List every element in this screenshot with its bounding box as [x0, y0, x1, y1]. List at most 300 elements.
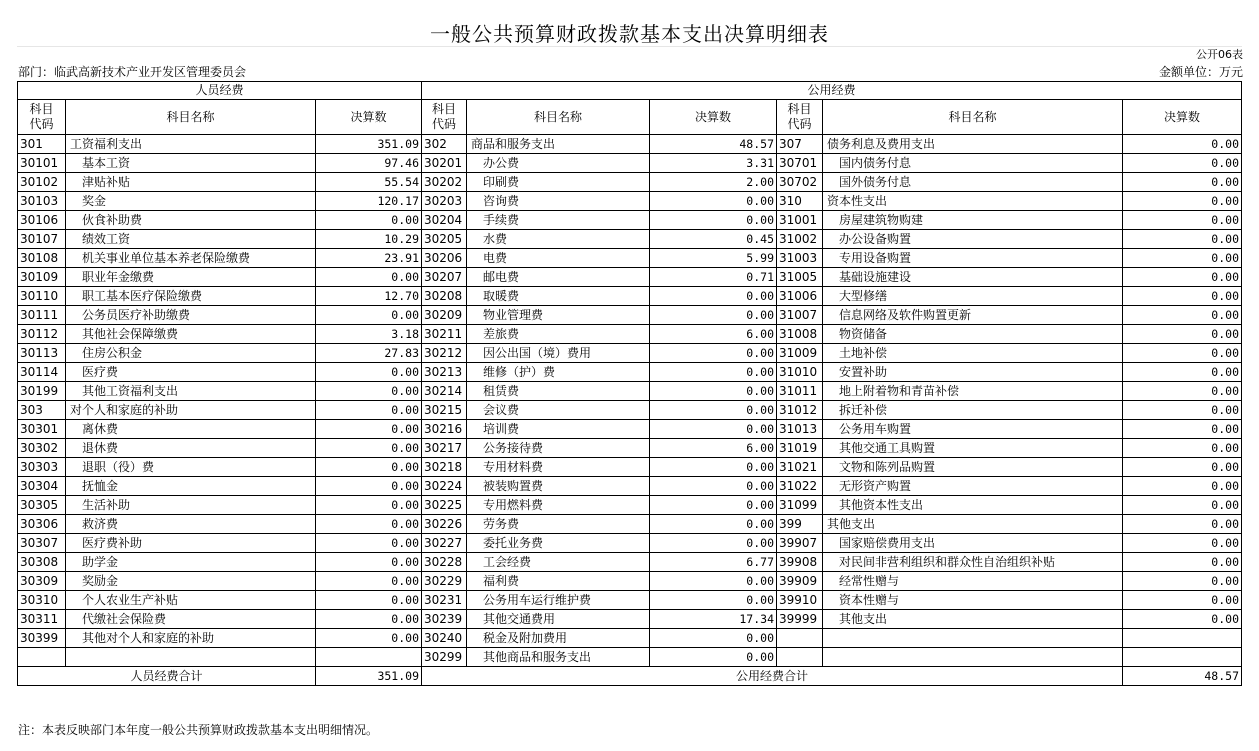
subject-code: 301	[18, 135, 66, 154]
subject-code: 30299	[422, 648, 467, 667]
subject-name: 住房公积金	[66, 344, 316, 363]
subject-code: 399	[777, 515, 823, 534]
subject-code: 30211	[422, 325, 467, 344]
amount-value: 12.70	[316, 287, 422, 306]
subject-code: 30108	[18, 249, 66, 268]
subject-name: 委托业务费	[467, 534, 650, 553]
amount-value: 0.00	[316, 458, 422, 477]
subject-name: 国家赔偿费用支出	[823, 534, 1123, 553]
table-row	[18, 420, 1242, 439]
subject-name: 办公费	[467, 154, 650, 173]
subject-name: 手续费	[467, 211, 650, 230]
subject-name: 其他社会保障缴费	[66, 325, 316, 344]
subject-name: 退休费	[66, 439, 316, 458]
table-row	[18, 534, 1242, 553]
subject-code: 31008	[777, 325, 823, 344]
subject-code: 31022	[777, 477, 823, 496]
amount-value: 0.00	[1123, 553, 1242, 572]
table-row	[18, 382, 1242, 401]
table-row	[18, 230, 1242, 249]
subject-name: 商品和服务支出	[467, 135, 650, 154]
subject-name: 专用燃料费	[467, 496, 650, 515]
subject-name: 奖金	[66, 192, 316, 211]
amount-value: 55.54	[316, 173, 422, 192]
subject-code: 30702	[777, 173, 823, 192]
subject-code: 31007	[777, 306, 823, 325]
amount-value: 0.00	[1123, 249, 1242, 268]
subject-name: 无形资产购置	[823, 477, 1123, 496]
amount-value: 0.45	[650, 230, 777, 249]
amount-value: 0.00	[1123, 230, 1242, 249]
header-amount: 决算数	[1123, 100, 1242, 135]
subject-name: 绩效工资	[66, 230, 316, 249]
subject-code: 30304	[18, 477, 66, 496]
subject-name: 公务员医疗补助缴费	[66, 306, 316, 325]
header-amount: 决算数	[316, 100, 422, 135]
amount-value: 0.00	[650, 363, 777, 382]
subject-name: 对个人和家庭的补助	[66, 401, 316, 420]
amount-value: 0.00	[316, 572, 422, 591]
subject-code: 30209	[422, 306, 467, 325]
amount-value: 0.00	[1123, 344, 1242, 363]
table-row	[18, 249, 1242, 268]
subject-name: 安置补助	[823, 363, 1123, 382]
subject-code: 30309	[18, 572, 66, 591]
subject-name: 因公出国（境）费用	[467, 344, 650, 363]
subject-name: 地上附着物和青苗补偿	[823, 382, 1123, 401]
subject-name: 资本性赠与	[823, 591, 1123, 610]
subject-name: 土地补偿	[823, 344, 1123, 363]
amount-value: 0.00	[1123, 477, 1242, 496]
table-row	[18, 268, 1242, 287]
subject-code: 31009	[777, 344, 823, 363]
expenditure-table	[17, 81, 1242, 686]
header-personnel: 人员经费	[18, 82, 422, 100]
subject-code: 31001	[777, 211, 823, 230]
subject-name: 其他交通工具购置	[823, 439, 1123, 458]
subject-code: 30202	[422, 173, 467, 192]
subject-code: 30207	[422, 268, 467, 287]
subject-code: 30113	[18, 344, 66, 363]
table-row	[18, 610, 1242, 629]
subject-code: 31010	[777, 363, 823, 382]
personnel-total-amount: 351.09	[316, 667, 422, 686]
subject-code: 30239	[422, 610, 467, 629]
amount-value: 23.91	[316, 249, 422, 268]
subject-code: 30206	[422, 249, 467, 268]
amount-value: 351.09	[316, 135, 422, 154]
amount-value: 0.00	[316, 553, 422, 572]
subject-code: 39909	[777, 572, 823, 591]
amount-value: 0.00	[316, 420, 422, 439]
amount-value: 6.00	[650, 439, 777, 458]
subject-name: 物业管理费	[467, 306, 650, 325]
subject-name: 其他商品和服务支出	[467, 648, 650, 667]
amount-value: 3.18	[316, 325, 422, 344]
amount-value: 0.00	[650, 287, 777, 306]
subject-name: 公务接待费	[467, 439, 650, 458]
amount-value: 3.31	[650, 154, 777, 173]
amount-value: 0.00	[316, 363, 422, 382]
subject-name	[823, 648, 1123, 667]
subject-code: 30231	[422, 591, 467, 610]
subject-code: 30208	[422, 287, 467, 306]
amount-value: 0.00	[650, 496, 777, 515]
table-row	[18, 439, 1242, 458]
subject-name: 医疗费补助	[66, 534, 316, 553]
subject-code: 30110	[18, 287, 66, 306]
subject-name	[823, 629, 1123, 648]
amount-value: 0.00	[1123, 192, 1242, 211]
subject-code: 30701	[777, 154, 823, 173]
subject-code: 31005	[777, 268, 823, 287]
header-public: 公用经费	[422, 82, 1242, 100]
amount-value: 0.00	[1123, 515, 1242, 534]
amount-value: 5.99	[650, 249, 777, 268]
subject-name: 经常性赠与	[823, 572, 1123, 591]
amount-value	[316, 648, 422, 667]
subject-name: 伙食补助费	[66, 211, 316, 230]
subject-code: 31013	[777, 420, 823, 439]
subject-name: 津贴补贴	[66, 173, 316, 192]
subject-code: 307	[777, 135, 823, 154]
amount-value: 0.00	[1123, 458, 1242, 477]
amount-value: 0.00	[650, 306, 777, 325]
subject-code: 310	[777, 192, 823, 211]
subject-name: 咨询费	[467, 192, 650, 211]
amount-value: 0.00	[650, 401, 777, 420]
amount-value: 0.00	[1123, 401, 1242, 420]
public-total-label: 公用经费合计	[422, 667, 1123, 686]
table-row	[18, 629, 1242, 648]
subject-name: 职工基本医疗保险缴费	[66, 287, 316, 306]
subject-code: 30111	[18, 306, 66, 325]
amount-value: 0.00	[316, 515, 422, 534]
subject-code: 30114	[18, 363, 66, 382]
header-amount: 决算数	[650, 100, 777, 135]
table-row	[18, 401, 1242, 420]
subject-code: 30227	[422, 534, 467, 553]
form-number: 公开06表	[1196, 48, 1243, 61]
public-total-amount: 48.57	[1123, 667, 1242, 686]
subject-name: 职业年金缴费	[66, 268, 316, 287]
amount-value: 0.00	[316, 496, 422, 515]
report-title: 一般公共预算财政拨款基本支出决算明细表	[430, 22, 829, 46]
amount-value: 0.00	[316, 268, 422, 287]
subject-name: 其他交通费用	[467, 610, 650, 629]
subject-code: 30203	[422, 192, 467, 211]
subject-code: 31021	[777, 458, 823, 477]
subject-name: 物资储备	[823, 325, 1123, 344]
amount-value: 0.00	[650, 344, 777, 363]
subject-name: 专用设备购置	[823, 249, 1123, 268]
subject-name: 差旅费	[467, 325, 650, 344]
subject-code: 31019	[777, 439, 823, 458]
subject-name: 水费	[467, 230, 650, 249]
amount-value: 0.00	[650, 382, 777, 401]
header-name: 科目名称	[467, 100, 650, 135]
header-name: 科目名称	[66, 100, 316, 135]
amount-value: 0.00	[1123, 154, 1242, 173]
subject-code: 30199	[18, 382, 66, 401]
subject-code: 31099	[777, 496, 823, 515]
subject-code: 30216	[422, 420, 467, 439]
subject-name: 邮电费	[467, 268, 650, 287]
subject-code: 30213	[422, 363, 467, 382]
subject-name: 奖励金	[66, 572, 316, 591]
subject-name: 助学金	[66, 553, 316, 572]
subject-name: 工资福利支出	[66, 135, 316, 154]
amount-value: 0.00	[1123, 439, 1242, 458]
amount-value: 0.00	[1123, 306, 1242, 325]
amount-value: 0.00	[1123, 591, 1242, 610]
amount-value: 0.00	[1123, 363, 1242, 382]
subject-code: 31011	[777, 382, 823, 401]
subject-code: 30224	[422, 477, 467, 496]
header-name: 科目名称	[823, 100, 1123, 135]
amount-value: 0.00	[1123, 496, 1242, 515]
amount-value: 17.34	[650, 610, 777, 629]
subject-name: 大型修缮	[823, 287, 1123, 306]
amount-value	[1123, 648, 1242, 667]
amount-value: 0.00	[650, 477, 777, 496]
subject-code: 31003	[777, 249, 823, 268]
unit-label: 金额单位：万元	[1158, 65, 1243, 79]
table-row	[18, 477, 1242, 496]
amount-value: 0.00	[316, 439, 422, 458]
subject-code: 30218	[422, 458, 467, 477]
amount-value: 10.29	[316, 230, 422, 249]
subject-name: 专用材料费	[467, 458, 650, 477]
amount-value: 0.00	[1123, 572, 1242, 591]
subject-name: 救济费	[66, 515, 316, 534]
table-row	[18, 648, 1242, 667]
amount-value: 0.00	[650, 515, 777, 534]
amount-value: 27.83	[316, 344, 422, 363]
subject-name: 维修（护）费	[467, 363, 650, 382]
amount-value: 0.00	[1123, 382, 1242, 401]
subject-name: 工会经费	[467, 553, 650, 572]
subject-name: 电费	[467, 249, 650, 268]
table-row	[18, 496, 1242, 515]
subject-code: 30106	[18, 211, 66, 230]
subject-name: 会议费	[467, 401, 650, 420]
subject-code: 30101	[18, 154, 66, 173]
amount-value: 0.00	[1123, 135, 1242, 154]
amount-value: 0.00	[316, 477, 422, 496]
table-row	[18, 192, 1242, 211]
subject-name: 印刷费	[467, 173, 650, 192]
personnel-total-label: 人员经费合计	[18, 667, 316, 686]
subject-name: 抚恤金	[66, 477, 316, 496]
subject-code: 30301	[18, 420, 66, 439]
amount-value: 0.00	[1123, 268, 1242, 287]
subject-name: 公务用车购置	[823, 420, 1123, 439]
subject-code: 30226	[422, 515, 467, 534]
subject-name: 其他资本性支出	[823, 496, 1123, 515]
subject-code: 30205	[422, 230, 467, 249]
subject-name: 其他支出	[823, 610, 1123, 629]
subject-name: 信息网络及软件购置更新	[823, 306, 1123, 325]
subject-name: 基础设施建设	[823, 268, 1123, 287]
table-row	[18, 458, 1242, 477]
subject-name: 劳务费	[467, 515, 650, 534]
subject-code: 30215	[422, 401, 467, 420]
subject-code: 30310	[18, 591, 66, 610]
subject-code: 31012	[777, 401, 823, 420]
subject-code: 30240	[422, 629, 467, 648]
subject-name: 其他支出	[823, 515, 1123, 534]
subject-name: 个人农业生产补贴	[66, 591, 316, 610]
subject-name: 公务用车运行维护费	[467, 591, 650, 610]
subject-code: 30107	[18, 230, 66, 249]
subject-name: 国外债务付息	[823, 173, 1123, 192]
subject-code: 30229	[422, 572, 467, 591]
amount-value: 0.00	[650, 420, 777, 439]
subject-name: 文物和陈列品购置	[823, 458, 1123, 477]
header-code: 科目 代码	[18, 100, 66, 135]
amount-value: 0.00	[316, 401, 422, 420]
amount-value: 0.00	[316, 534, 422, 553]
table-row	[18, 363, 1242, 382]
amount-value: 0.00	[316, 382, 422, 401]
amount-value: 0.00	[316, 211, 422, 230]
table-row	[18, 572, 1242, 591]
subject-name	[66, 648, 316, 667]
subject-name: 被装购置费	[467, 477, 650, 496]
subject-name: 对民间非营利组织和群众性自治组织补贴	[823, 553, 1123, 572]
subject-name: 国内债务付息	[823, 154, 1123, 173]
amount-value: 0.00	[1123, 325, 1242, 344]
subject-code: 30225	[422, 496, 467, 515]
subject-code: 30102	[18, 173, 66, 192]
subject-name: 其他工资福利支出	[66, 382, 316, 401]
table-row	[18, 553, 1242, 572]
subject-code: 30305	[18, 496, 66, 515]
subject-code: 39907	[777, 534, 823, 553]
subject-name: 机关事业单位基本养老保险缴费	[66, 249, 316, 268]
amount-value: 0.00	[1123, 534, 1242, 553]
subject-code: 30201	[422, 154, 467, 173]
amount-value: 6.00	[650, 325, 777, 344]
subject-code: 30109	[18, 268, 66, 287]
amount-value: 0.00	[650, 572, 777, 591]
amount-value: 120.17	[316, 192, 422, 211]
subject-code: 30308	[18, 553, 66, 572]
subject-name: 生活补助	[66, 496, 316, 515]
subject-name: 其他对个人和家庭的补助	[66, 629, 316, 648]
subject-code: 39908	[777, 553, 823, 572]
amount-value: 2.00	[650, 173, 777, 192]
subject-code: 303	[18, 401, 66, 420]
subject-code: 30399	[18, 629, 66, 648]
subject-name: 离休费	[66, 420, 316, 439]
subject-code: 39910	[777, 591, 823, 610]
table-row	[18, 154, 1242, 173]
subject-name: 代缴社会保险费	[66, 610, 316, 629]
header-code: 科目 代码	[422, 100, 467, 135]
amount-value: 0.00	[1123, 610, 1242, 629]
amount-value: 0.00	[316, 591, 422, 610]
amount-value: 97.46	[316, 154, 422, 173]
table-row	[18, 306, 1242, 325]
subject-name: 债务利息及费用支出	[823, 135, 1123, 154]
amount-value: 0.00	[1123, 173, 1242, 192]
subject-name: 退职（役）费	[66, 458, 316, 477]
amount-value: 0.00	[650, 629, 777, 648]
amount-value: 0.00	[650, 458, 777, 477]
table-row	[18, 344, 1242, 363]
amount-value: 0.00	[316, 629, 422, 648]
amount-value: 0.00	[316, 610, 422, 629]
table-row	[18, 591, 1242, 610]
amount-value: 48.57	[650, 135, 777, 154]
amount-value	[1123, 629, 1242, 648]
amount-value: 0.00	[650, 534, 777, 553]
subject-code: 30212	[422, 344, 467, 363]
subject-name: 培训费	[467, 420, 650, 439]
subject-code: 30214	[422, 382, 467, 401]
table-note: 注：本表反映部门本年度一般公共预算财政拨款基本支出明细情况。	[18, 723, 379, 737]
amount-value: 0.00	[316, 306, 422, 325]
subject-code: 30204	[422, 211, 467, 230]
subject-name: 医疗费	[66, 363, 316, 382]
amount-value: 0.00	[650, 648, 777, 667]
subject-name: 税金及附加费用	[467, 629, 650, 648]
amount-value: 0.00	[1123, 287, 1242, 306]
subject-code: 31002	[777, 230, 823, 249]
subject-name: 拆迁补偿	[823, 401, 1123, 420]
subject-code	[18, 648, 66, 667]
subject-name: 办公设备购置	[823, 230, 1123, 249]
subject-code: 30228	[422, 553, 467, 572]
subject-code: 30303	[18, 458, 66, 477]
subject-code: 30217	[422, 439, 467, 458]
table-row	[18, 325, 1242, 344]
subject-code: 30307	[18, 534, 66, 553]
subject-name: 基本工资	[66, 154, 316, 173]
subject-code: 39999	[777, 610, 823, 629]
amount-value: 0.00	[650, 192, 777, 211]
department-label: 部门：临武高新技术产业开发区管理委员会	[18, 65, 247, 79]
table-row	[18, 135, 1242, 154]
table-row	[18, 287, 1242, 306]
subject-name: 福利费	[467, 572, 650, 591]
amount-value: 0.00	[650, 211, 777, 230]
amount-value: 0.71	[650, 268, 777, 287]
amount-value: 6.77	[650, 553, 777, 572]
table-row	[18, 211, 1242, 230]
subject-code: 302	[422, 135, 467, 154]
subject-name: 租赁费	[467, 382, 650, 401]
subject-name: 资本性支出	[823, 192, 1123, 211]
amount-value: 0.00	[1123, 420, 1242, 439]
subject-code: 31006	[777, 287, 823, 306]
subject-name: 取暖费	[467, 287, 650, 306]
amount-value: 0.00	[1123, 211, 1242, 230]
table-row	[18, 173, 1242, 192]
subject-name: 房屋建筑物购建	[823, 211, 1123, 230]
subject-code: 30311	[18, 610, 66, 629]
subject-code	[777, 648, 823, 667]
subject-code: 30112	[18, 325, 66, 344]
subject-code: 30302	[18, 439, 66, 458]
header-code: 科目 代码	[777, 100, 823, 135]
amount-value: 0.00	[650, 591, 777, 610]
subject-code: 30306	[18, 515, 66, 534]
subject-code: 30103	[18, 192, 66, 211]
totals-row	[18, 667, 1242, 686]
